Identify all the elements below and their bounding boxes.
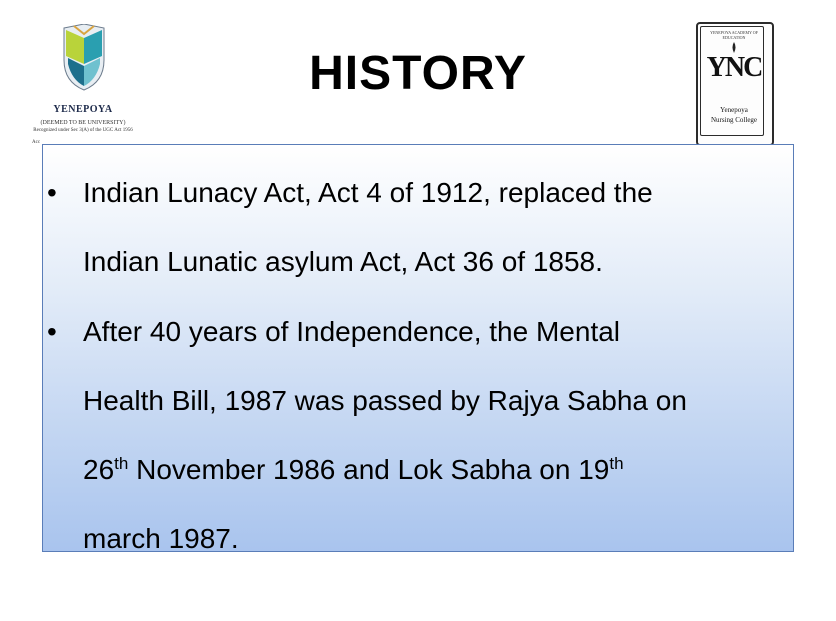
content-box [42,144,794,552]
bullet-point [43,297,795,573]
bullet-line: Indian Lunacy Act, Act 4 of 1912, replaced the [83,177,653,208]
logo-right-caption-2: Nursing College [710,116,758,124]
logo-right-topline: YENEPOYA ACADEMY OF EDUCATION [710,30,758,40]
logo-left-recognition: Recognized under Sec 3(A) of the UGC Act 1956 [33,128,133,133]
logo-right-monogram: YNC [706,52,762,83]
bullet-marker: • [47,316,57,347]
bullet-line-part: 26 [83,454,115,485]
logo-left-accreditation: Acc [32,140,41,145]
logo-right-caption-1: Yenepoya [720,106,748,114]
bullet-line: Health Bill, 1987 was passed by Rajya Sabha on [83,385,687,416]
yenepoya-nursing-college-logo [696,22,774,144]
ordinal-suffix: th [609,454,624,473]
logo-left-subtitle: (DEEMED TO BE UNIVERSITY) [40,120,126,126]
bullet-line-part: November 1986 and Lok Sabha on 19 [128,454,610,485]
bullet-text [83,297,793,573]
bullet-line: After 40 years of Independence, the Mental [83,316,621,347]
bullet-text [83,158,793,296]
logo-left-name: YENEPOYA [53,104,113,115]
bullet-point [43,158,795,296]
ordinal-suffix: th [114,454,129,473]
bullet-line: Indian Lunatic asylum Act, Act 36 of 1858. [83,246,603,277]
slide-title: HISTORY [309,47,527,100]
bullet-line: march 1987. [83,523,239,554]
bullet-marker: • [47,177,57,208]
